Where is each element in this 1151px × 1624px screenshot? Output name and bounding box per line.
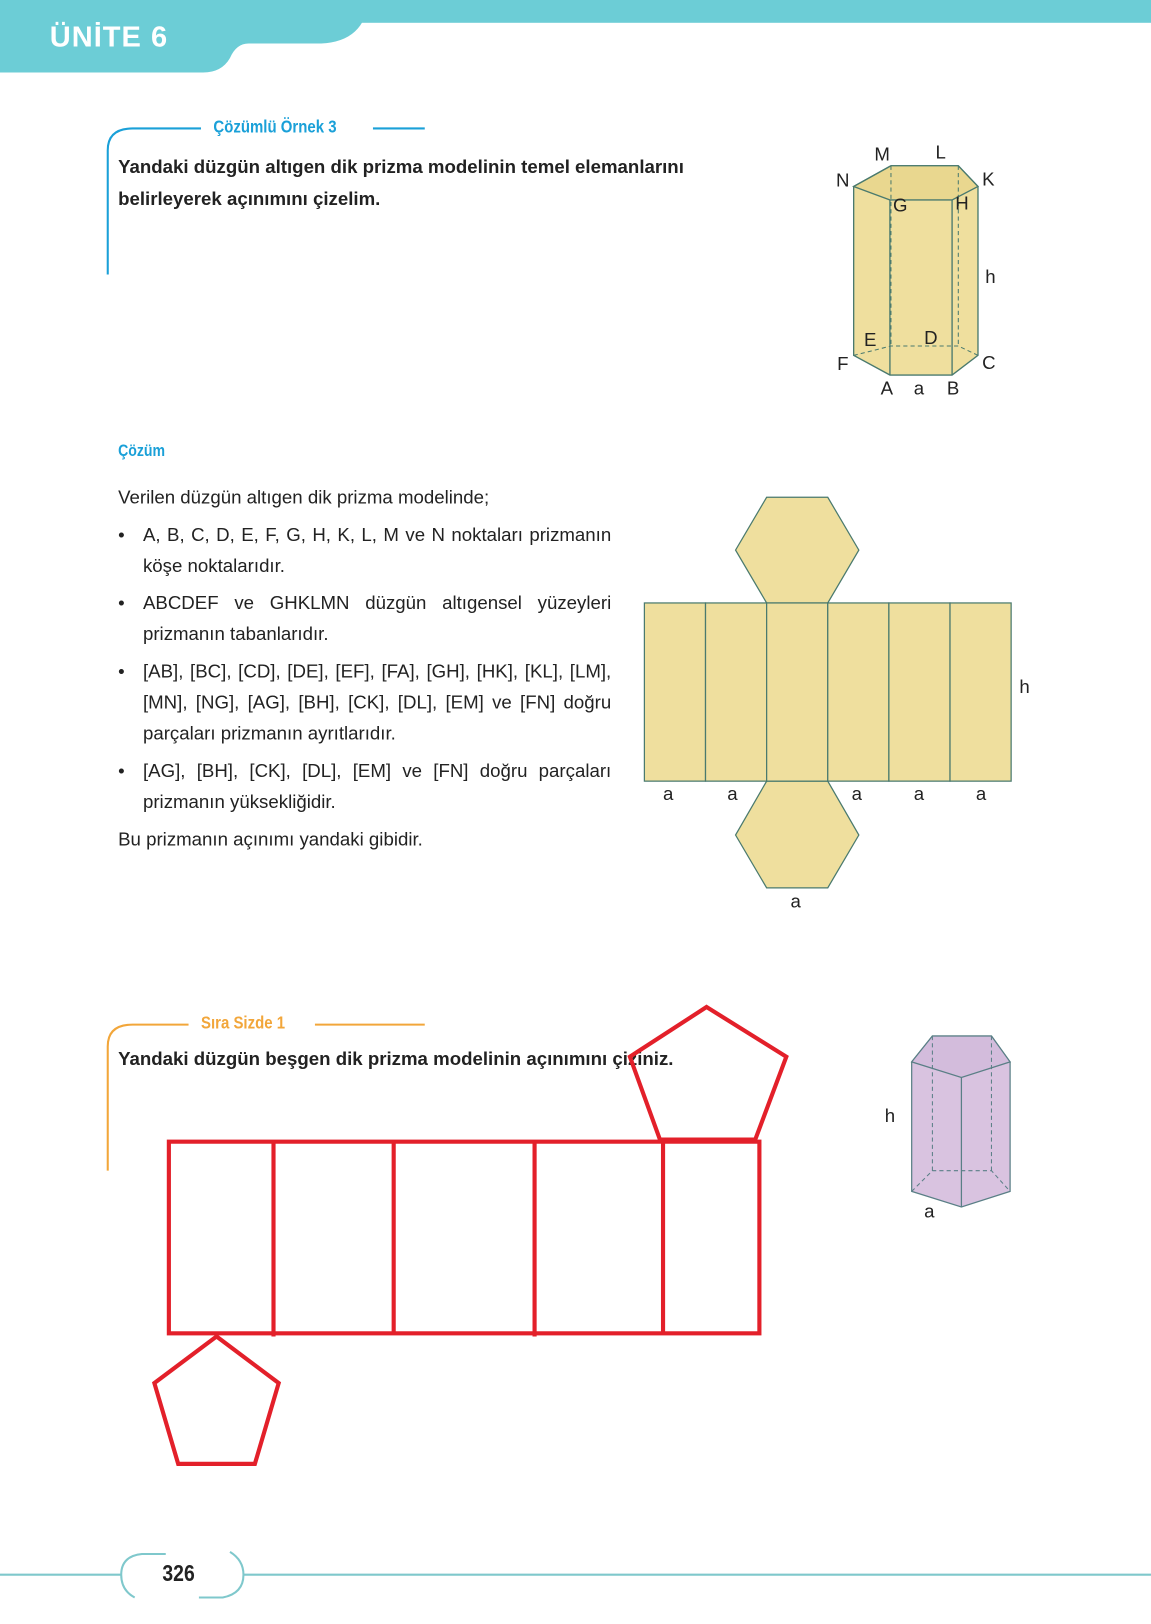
vertex-label-F: F: [837, 352, 849, 374]
edge-label-a: a: [924, 1200, 935, 1222]
height-label-h: h: [884, 1104, 896, 1126]
exercise-question: Yandaki düzgün beşgen dik prizma modelinin açınımını çiziniz.: [118, 1048, 674, 1070]
red-top-pentagon: [630, 1007, 786, 1140]
solution-outro: Bu prizmanın açınımı yandaki gibidir.: [118, 828, 423, 850]
net-label-a: a: [663, 782, 674, 804]
vertex-label-M: M: [874, 143, 890, 165]
vertex-label-L: L: [935, 141, 946, 163]
net-label-a: a: [851, 782, 862, 804]
bullet-item: • [AG], [BH], [CK], [DL], [EM] ve [FN] doğru parçaları prizmanın yüksekliğidir.: [118, 755, 611, 817]
vertex-label-G: G: [893, 194, 908, 216]
net-bottom-hexagon: [736, 781, 859, 888]
red-bottom-pentagon: [154, 1336, 278, 1463]
solution-text: [118, 482, 611, 855]
example-title: Çözümlü Örnek 3: [213, 117, 337, 137]
bullet-item: • ABCDEF ve GHKLMN düzgün altıgensel yüzeyleri prizmanın tabanlarıdır.: [118, 587, 611, 649]
vertex-label-H: H: [955, 192, 969, 214]
page-number: 326: [162, 1560, 195, 1587]
net-label-a: a: [913, 782, 925, 804]
net-top-hexagon: [736, 497, 859, 603]
solution-title: Çözüm: [118, 442, 166, 460]
vertex-label-N: N: [836, 169, 850, 191]
hexagonal-prism-figure: [818, 135, 1025, 404]
unit-title: ÜNİTE 6: [49, 20, 169, 53]
edge-label-a: a: [913, 377, 925, 399]
vertex-label-K: K: [982, 168, 995, 190]
vertex-label-C: C: [982, 351, 996, 373]
bullet-item: • [AB], [BC], [CD], [DE], [EF], [FA], [GH], [HK], [KL], [LM], [MN], [NG], [AG], [BH], [CK], [DL], [EM] ve [FN] doğru parçaları prizmanın ayrıtlarıdır.: [118, 656, 611, 749]
red-hand-drawn-net: [145, 1000, 798, 1477]
exercise-title: Sıra Sizde 1: [200, 1013, 286, 1033]
net-label-a: a: [790, 890, 801, 912]
vertex-label-B: B: [946, 377, 960, 399]
vertex-label-E: E: [864, 329, 877, 351]
solution-bullets: [118, 519, 611, 817]
height-label-h: h: [985, 265, 996, 287]
bullet-item: • A, B, C, D, E, F, G, H, K, L, M ve N noktaları prizmanın köşe noktalarıdır.: [118, 519, 611, 581]
vertex-label-A: A: [880, 377, 894, 399]
net-label-h: h: [1019, 676, 1030, 698]
pentagonal-prism-figure: [870, 1026, 1025, 1223]
solution-intro: Verilen düzgün altıgen dik prizma modelinde;: [118, 486, 490, 508]
example-question: Yandaki düzgün altıgen dik prizma modelinin temel elemanlarını belirleyerek açınımını çizelim.: [118, 156, 684, 210]
hexagonal-prism-net: [622, 487, 1057, 922]
net-label-a: a: [975, 782, 987, 804]
vertex-label-D: D: [924, 326, 938, 348]
unit-header-band: [0, 0, 1151, 83]
net-label-a: a: [727, 782, 738, 804]
